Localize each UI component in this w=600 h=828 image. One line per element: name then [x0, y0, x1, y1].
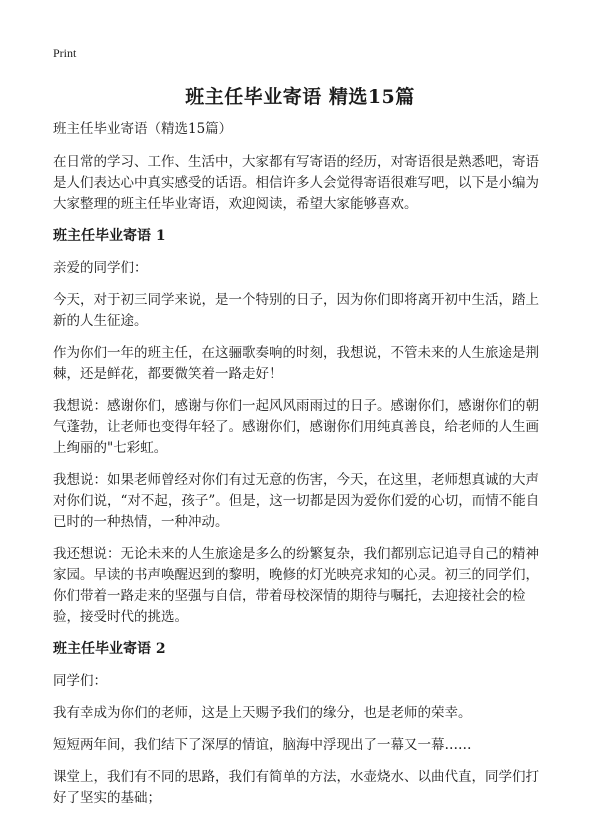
- section1-paragraph: 作为你们一年的班主任，在这骊歌奏响的时刻，我想说，不管未来的人生旅途是荆棘，还是鲜花，都要微笑着一路走好！: [53, 345, 539, 382]
- article-subtitle: 班主任毕业寄语（精选15篇）: [53, 121, 233, 137]
- section1-paragraph: 今天，对于初三同学来说，是一个特别的日子，因为你们即将离开初中生活，踏上新的人生征途。: [53, 292, 539, 329]
- article-body: [53, 119, 548, 820]
- section2-paragraph: 课堂上，我们有不同的思路，我们有简单的方法，水壶烧水、以曲代直，同学们打好了坚实的基础；: [53, 769, 539, 806]
- intro-paragraph: 在日常的学习、工作、生活中，大家都有写寄语的经历，对寄语很是熟悉吧，寄语是人们表达心中真实感受的话语。相信许多人会觉得寄语很难写吧，以下是小编为大家整理的班主任毕业寄语，欢迎阅读，希望大家能够喜欢。: [53, 154, 539, 212]
- section1-paragraph: 我想说：感谢你们，感谢与你们一起风风雨雨过的日子。感谢你们，感谢你们的朝气蓬勃，让老师也变得年轻了。感谢你们，感谢你们用纯真善良，给老师的人生画上绚丽的"七彩虹。: [53, 398, 539, 456]
- section2-paragraph: 我有幸成为你们的老师，这是上天赐予我们的缘分，也是老师的荣幸。: [53, 705, 472, 721]
- section2-paragraph: 同学们：: [53, 673, 107, 689]
- section-heading-1: 班主任毕业寄语 1: [53, 228, 166, 244]
- page-title: 班主任毕业寄语 精选15篇: [185, 86, 415, 108]
- section1-paragraph: 我想说：如果老师曾经对你们有过无意的伤害，今天，在这里，老师想真诚的大声对你们说，“对不起，孩子”。但是，这一切都是因为爱你们爱的心切，而情不能自已时的一种热情，一种冲动。: [53, 472, 540, 530]
- print-link[interactable]: Print: [53, 46, 77, 60]
- section1-paragraph: 我还想说：无论未来的人生旅途是多么的纷繁复杂，我们都别忘记追寻自己的精神家园。早读的书声唤醒迟到的黎明，晚修的灯光映亮求知的心灵。初三的同学们，你们带着一路走来的坚强与自信，带着母校深情的期待与嘱托，去迎接社会的检验，接受时代的挑选。: [53, 546, 539, 625]
- section1-paragraph: 亲爱的同学们：: [53, 260, 148, 276]
- section-heading-2: 班主任毕业寄语 2: [53, 641, 166, 657]
- section2-paragraph: 短短两年间，我们结下了深厚的情谊，脑海中浮现出了一幕又一幕……: [53, 737, 472, 753]
